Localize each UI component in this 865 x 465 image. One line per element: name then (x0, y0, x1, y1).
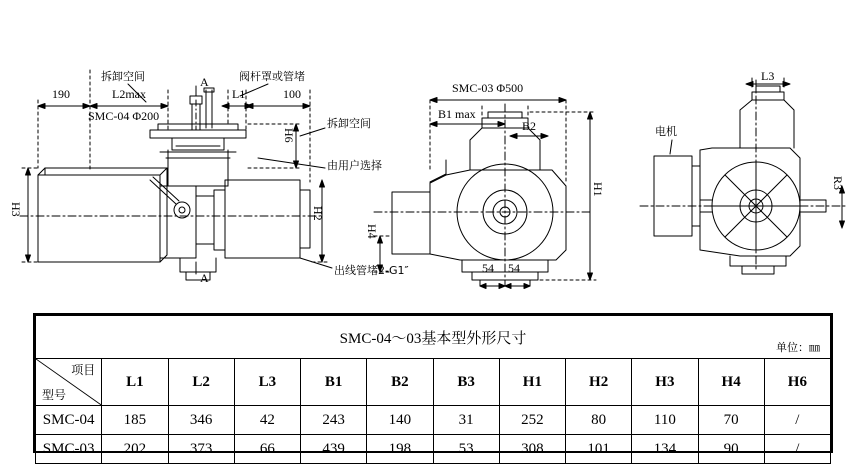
col-header-b3: B3 (433, 359, 499, 406)
label-dim-54-b: 54 (508, 261, 520, 275)
cell-smc03-h6: / (764, 435, 830, 464)
label-dim-h1: H1 (591, 182, 605, 197)
table-title-cell (36, 316, 831, 359)
label-dim-l3: L3 (761, 69, 775, 83)
cell-smc04-b3: 31 (433, 406, 499, 435)
cell-smc03-l3: 66 (234, 435, 300, 464)
label-user-select: 由用户选择 (327, 159, 382, 172)
cell-smc03-b3: 53 (433, 435, 499, 464)
label-section-a-top: A (200, 75, 209, 89)
cell-smc04-h3: 110 (632, 406, 698, 435)
col-header-h4: H4 (698, 359, 764, 406)
label-dim-190: 190 (52, 87, 70, 101)
cell-smc03-l1: 202 (102, 435, 168, 464)
label-smc03-handwheel: SMC-03 Φ500 (452, 81, 524, 95)
label-dim-b1max: B1 max (438, 107, 476, 121)
corner-item-label: 项目 (71, 363, 96, 377)
table-header-row (36, 359, 831, 406)
label-dim-b2: B2 (522, 119, 537, 133)
label-section-a-bottom: A (200, 271, 209, 285)
label-cable-outlet: 出线管堵2-G1″ (334, 264, 409, 277)
table-title-row (36, 316, 831, 359)
cell-smc03-h2: 101 (566, 435, 632, 464)
row-model-smc04: SMC-04 (36, 406, 102, 435)
cell-smc04-h6: / (764, 406, 830, 435)
col-header-l1: L1 (102, 359, 168, 406)
cell-smc03-h4: 90 (698, 435, 764, 464)
cell-smc04-b1: 243 (301, 406, 367, 435)
table-unit: 单位：㎜ (776, 341, 820, 354)
label-dim-r3: R3 (831, 176, 845, 191)
table-corner-cell (36, 359, 102, 406)
label-dim-h2: H2 (311, 206, 325, 221)
label-motor: 电机 (655, 125, 677, 138)
label-dismount-space-left: 拆卸空间 (101, 70, 145, 83)
label-dim-l2max: L2max (112, 87, 146, 101)
row-model-smc03: SMC-03 (36, 435, 102, 464)
spec-table (35, 315, 831, 464)
col-header-h6: H6 (764, 359, 830, 406)
dimension-table (33, 313, 833, 457)
cell-smc03-h3: 134 (632, 435, 698, 464)
label-valve-stem-cap: 阀杆罩或管堵 (239, 70, 305, 83)
label-dim-h6: H6 (282, 128, 296, 143)
label-dim-54-a: 54 (482, 261, 494, 275)
cell-smc03-b2: 198 (367, 435, 433, 464)
label-dim-h4: H4 (365, 224, 379, 239)
label-dim-100: 100 (283, 87, 301, 101)
col-header-l2: L2 (168, 359, 234, 406)
col-header-b1: B1 (301, 359, 367, 406)
cell-smc04-b2: 140 (367, 406, 433, 435)
col-header-b2: B2 (367, 359, 433, 406)
cell-smc04-h4: 70 (698, 406, 764, 435)
cell-smc04-l1: 185 (102, 406, 168, 435)
col-header-h3: H3 (632, 359, 698, 406)
table-row (36, 435, 831, 464)
cell-smc04-h2: 80 (566, 406, 632, 435)
col-header-h1: H1 (499, 359, 565, 406)
table-row (36, 406, 831, 435)
col-header-h2: H2 (566, 359, 632, 406)
label-dim-h3: H3 (9, 202, 23, 217)
cell-smc03-h1: 308 (499, 435, 565, 464)
cell-smc04-h1: 252 (499, 406, 565, 435)
label-dismount-space-right: 拆卸空间 (327, 117, 371, 130)
cell-smc04-l3: 42 (234, 406, 300, 435)
cell-smc03-b1: 439 (301, 435, 367, 464)
table-title: SMC-04～03基本型外形尺寸 (339, 330, 527, 347)
col-header-l3: L3 (234, 359, 300, 406)
cell-smc03-l2: 373 (168, 435, 234, 464)
cell-smc04-l2: 346 (168, 406, 234, 435)
corner-model-label: 型号 (42, 388, 67, 402)
label-dim-l1: L1 (232, 87, 246, 101)
label-smc04-handwheel: SMC-04 Φ200 (88, 109, 160, 123)
